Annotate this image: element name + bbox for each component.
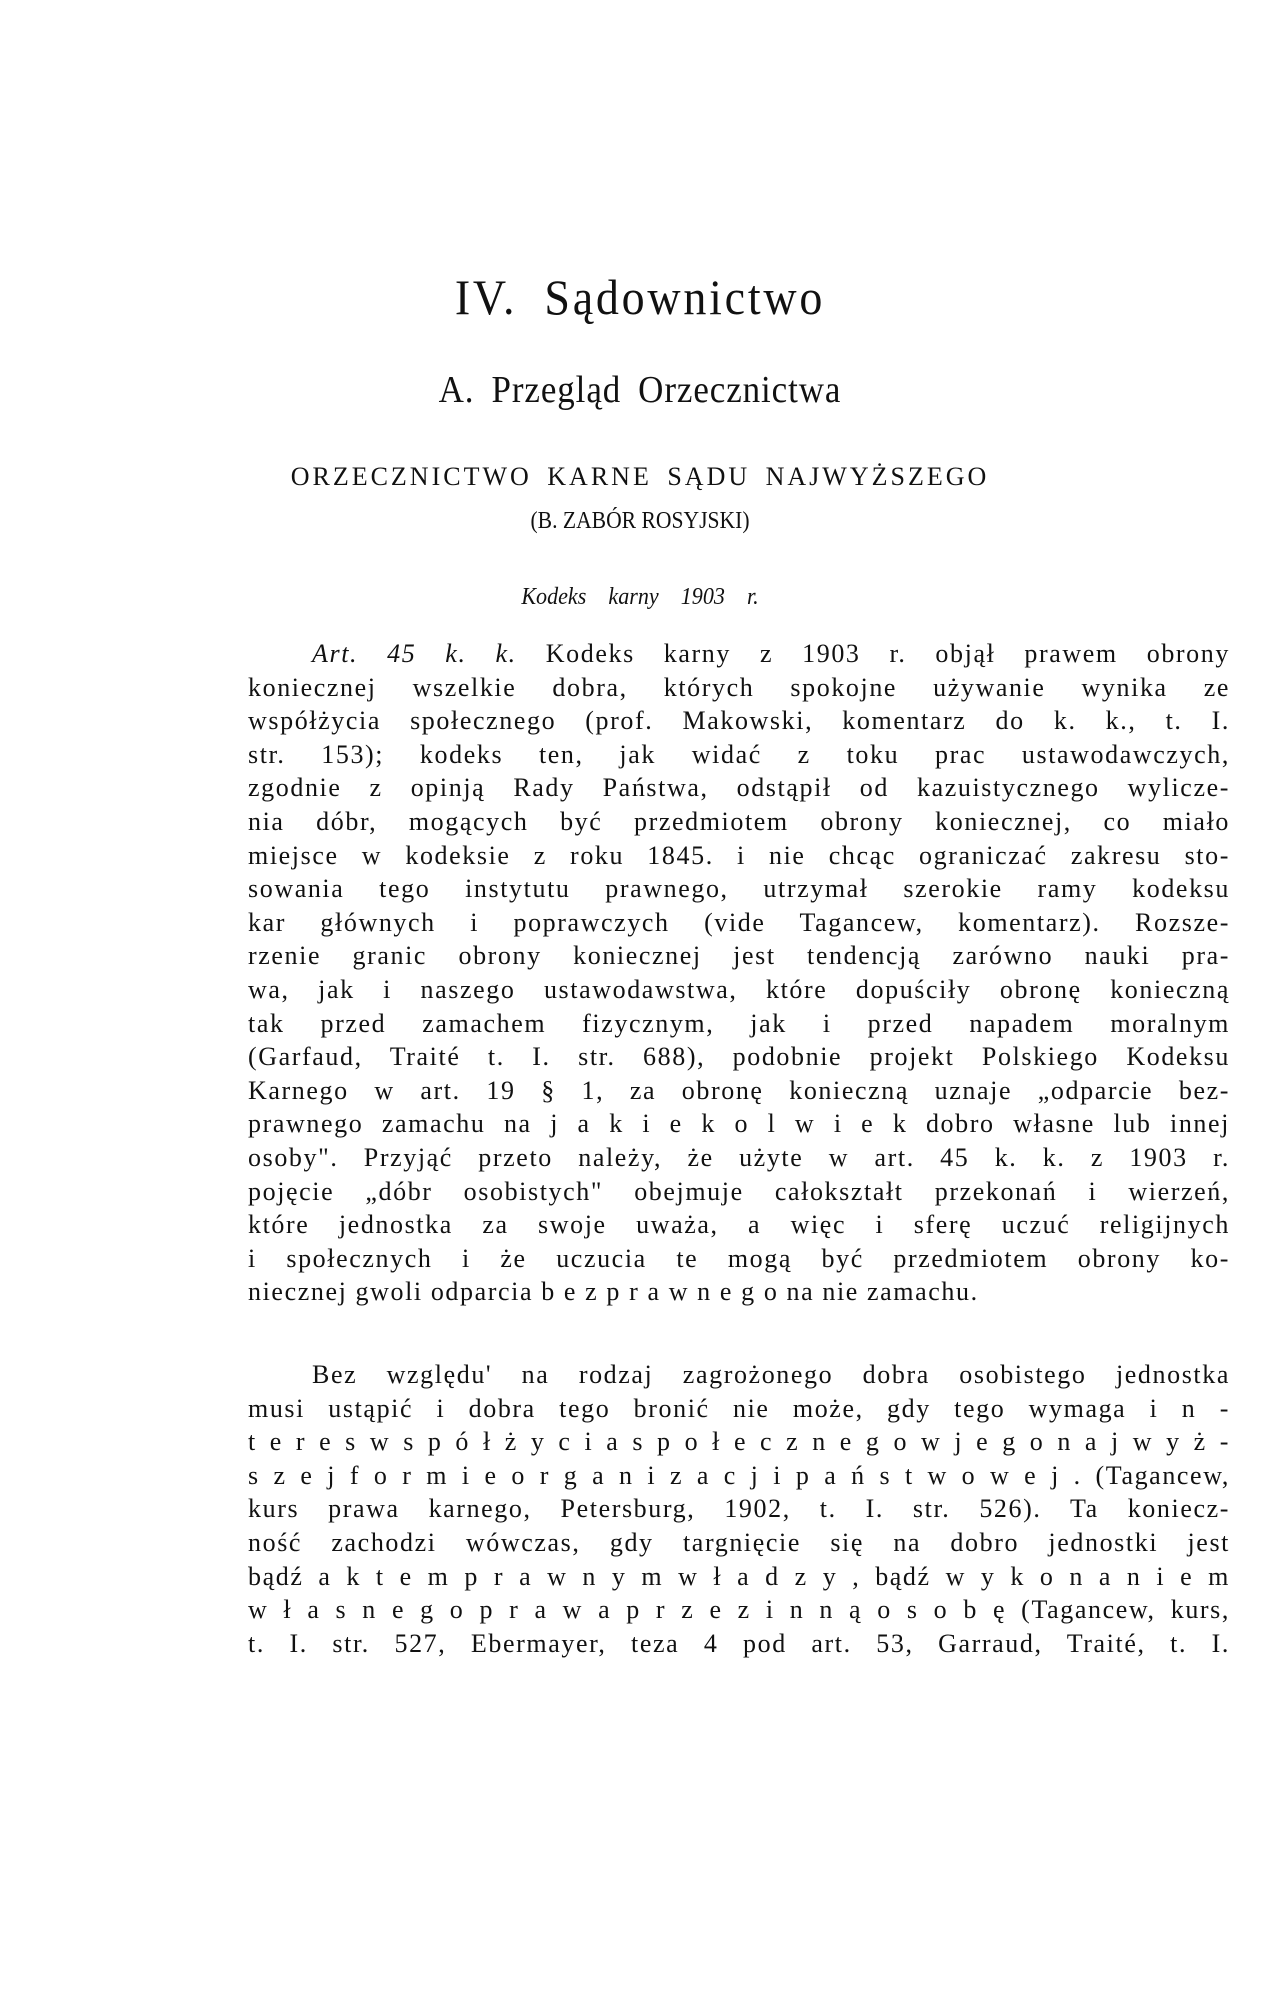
paragraph-line: t. I. str. 527, Ebermayer, teza 4 pod art. 53, Garraud, Traité, t. I. xyxy=(248,1628,1230,1658)
paragraph-line: t e r e s w s p ó ł ż y c i a s p o ł e c z n e g o w j e g o n a j w y ż - xyxy=(248,1427,1230,1457)
paragraph-line: prawnego zamachu na j a k i e k o l w i e k dobro własne lub innej xyxy=(248,1109,1230,1139)
paragraph-line: i społecznych i że uczucia te mogą być przedmiotem obrony ko- xyxy=(248,1243,1230,1273)
paragraph-line: osoby". Przyjąć przeto należy, że użyte w art. 45 k. k. z 1903 r. xyxy=(248,1142,1230,1172)
paragraph-line: pojęcie „dóbr osobistych" obejmuje całokształt przekonań i wierzeń, xyxy=(248,1176,1230,1206)
paragraph-2 xyxy=(248,1358,1230,1660)
code-heading: Kodeks karny 1903 r. xyxy=(521,584,759,610)
paragraph-line: str. 153); kodeks ten, jak widać z toku prac ustawodawczych, xyxy=(248,739,1230,769)
paragraph-line: niecznej gwoli odparcia b e z p r a w n e g o na nie zamachu. xyxy=(248,1277,979,1307)
paragraph-line: koniecznej wszelkie dobra, których spokojne używanie wynika ze xyxy=(248,672,1230,702)
paragraph-line: tak przed zamachem fizycznym, jak i przed napadem moralnym xyxy=(248,1008,1230,1038)
paragraph-line: Bez względu' na rodzaj zagrożonego dobra osobistego jednostka xyxy=(312,1360,1230,1389)
paragraph-line: nia dóbr, mogących być przedmiotem obrony koniecznej, co miało xyxy=(248,806,1230,836)
paragraph-line: Karnego w art. 19 § 1, za obronę konieczną uznaje „odparcie bez- xyxy=(248,1075,1230,1105)
section-heading: ORZECZNICTWO KARNE SĄDU NAJWYŻSZEGO xyxy=(290,462,990,491)
paragraph-line: (Garfaud, Traité t. I. str. 688), podobnie projekt Polskiego Kodeksu xyxy=(248,1042,1230,1072)
paragraph-line: sowania tego instytutu prawnego, utrzymał szerokie ramy kodeksu xyxy=(248,874,1230,904)
paragraph-line: bądź a k t e m p r a w n y m w ł a d z y , bądź w y k o n a n i e m xyxy=(248,1561,1230,1591)
paragraph-line: kar głównych i poprawczych (vide Tagancew, komentarz). Rozsze- xyxy=(248,907,1230,937)
article-reference: Art. 45 k. k. xyxy=(312,639,517,668)
paragraph-line: kurs prawa karnego, Petersburg, 1902, t. I. str. 526). Ta koniecz- xyxy=(248,1494,1230,1524)
paragraph-line: które jednostka za swoje uważa, a więc i sferę uczuć religijnych xyxy=(248,1210,1230,1240)
paragraph-line: s z e j f o r m i e o r g a n i z a c j i p a ń s t w o w e j . (Tagancew, xyxy=(248,1460,1230,1490)
paragraph-line: zgodnie z opinją Rady Państwa, odstąpił od kazuistycznego wylicze- xyxy=(248,773,1230,803)
section-title: A. Przegląd Orzecznictwa xyxy=(438,369,842,411)
section-subheading: (B. ZABÓR ROSYJSKI) xyxy=(530,508,750,534)
paragraph-line: w ł a s n e g o p r a w a p r z e z i n n ą o s o b ę (Tagancew, kurs, xyxy=(248,1595,1230,1625)
chapter-title: IV. Sądownictwo xyxy=(454,269,826,325)
paragraph-line: wa, jak i naszego ustawodawstwa, które dopuściły obronę konieczną xyxy=(248,974,1230,1004)
paragraph-line: ność zachodzi wówczas, gdy targnięcie się na dobro jednostki jest xyxy=(248,1527,1230,1557)
paragraph-line: współżycia społecznego (prof. Makowski, komentarz do k. k., t. I. xyxy=(248,706,1230,736)
paragraph-line: musi ustąpić i dobra tego bronić nie może, gdy tego wymaga i n - xyxy=(248,1393,1230,1423)
paragraph-line: rzenie granic obrony koniecznej jest tendencją zarówno nauki pra- xyxy=(248,941,1230,971)
paragraph-1 xyxy=(248,637,1230,1309)
paragraph-line: miejsce w kodeksie z roku 1845. i nie chcąc ograniczać zakresu sto- xyxy=(248,840,1230,870)
paragraph-line: Art. 45 k. k. Kodeks karny z 1903 r. objął prawem obrony xyxy=(312,639,1230,668)
